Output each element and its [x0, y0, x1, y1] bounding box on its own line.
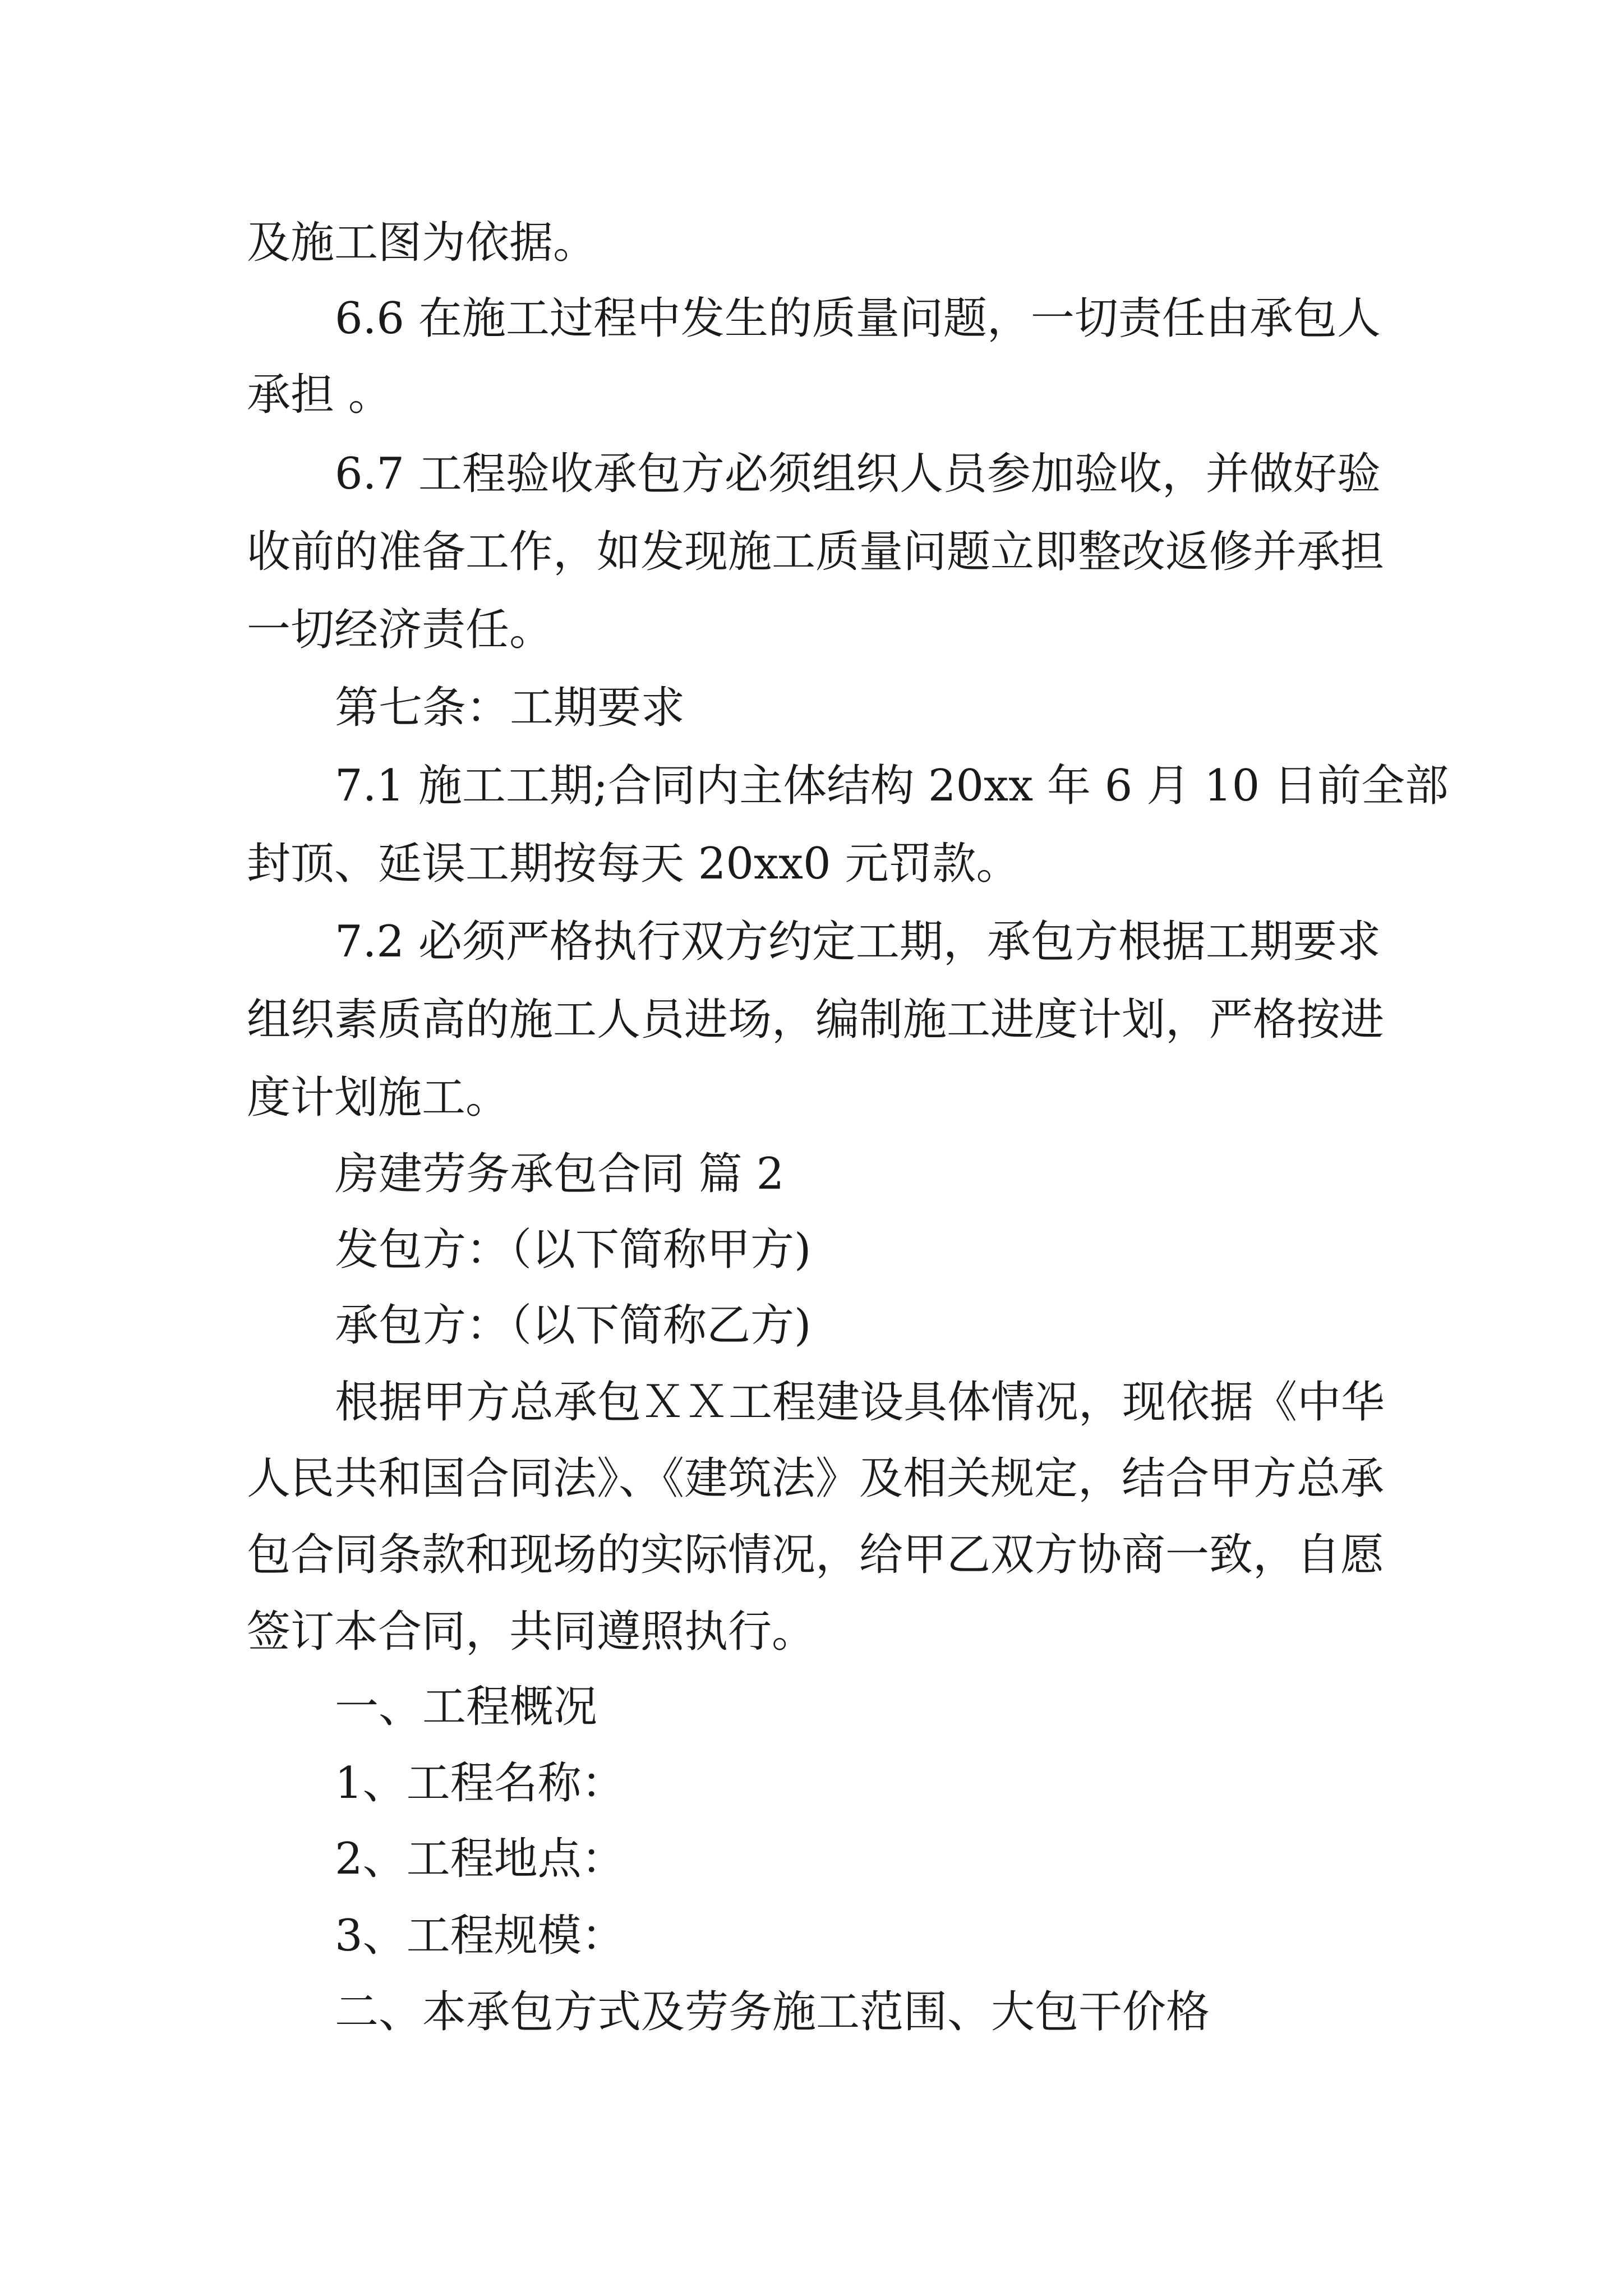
text-line: 7.2 必须严格执行双方约定工期，承包方根据工期要求 — [335, 917, 1381, 967]
contract-title: 房建劳务承包合同 篇 2 — [335, 1149, 785, 1199]
text-line: 封顶、延误工期按每天 20xx0 元罚款。 — [247, 839, 1020, 889]
section-heading: 第七条：工期要求 — [335, 683, 685, 733]
text-line: 组织素质高的施工人员进场，编制施工进度计划，严格按进 — [247, 995, 1385, 1045]
text-line: 6.7 工程验收承包方必须组织人员参加验收，并做好验 — [335, 449, 1381, 499]
text-line: 一切经济责任。 — [247, 605, 554, 655]
text-line: 根据甲方总承包ＸＸ工程建设具体情况，现依据《中华 — [335, 1377, 1385, 1428]
section-heading: 一、工程概况 — [335, 1682, 598, 1732]
text-line: 承包方：（以下简称乙方) — [335, 1300, 811, 1351]
text-line: 包合同条款和现场的实际情况，给甲乙双方协商一致，自愿 — [247, 1530, 1385, 1580]
text-line: 6.6 在施工过程中发生的质量问题，一切责任由承包人 — [335, 293, 1381, 344]
text-line: 及施工图为依据。 — [247, 218, 597, 268]
text-line: 收前的准备工作，如发现施工质量问题立即整改返修并承担 — [247, 527, 1385, 577]
text-line: 发包方：（以下简称甲方) — [335, 1225, 811, 1275]
text-line: 人民共和国合同法》、《建筑法》及相关规定，结合甲方总承 — [247, 1453, 1385, 1504]
text-line: 1、工程名称： — [335, 1758, 625, 1809]
text-line: 3、工程规模： — [335, 1911, 625, 1961]
text-line: 承担 。 — [247, 370, 392, 420]
text-line: 签订本合同，共同遵照执行。 — [247, 1607, 816, 1657]
text-line: 2、工程地点： — [335, 1834, 625, 1884]
section-heading: 二、本承包方式及劳务施工范围、大包干价格 — [335, 1987, 1210, 2037]
text-line: 7.1 施工工期;合同内主体结构 20xx 年 6 月 10 日前全部 — [335, 761, 1449, 811]
text-line: 度计划施工。 — [247, 1073, 510, 1123]
